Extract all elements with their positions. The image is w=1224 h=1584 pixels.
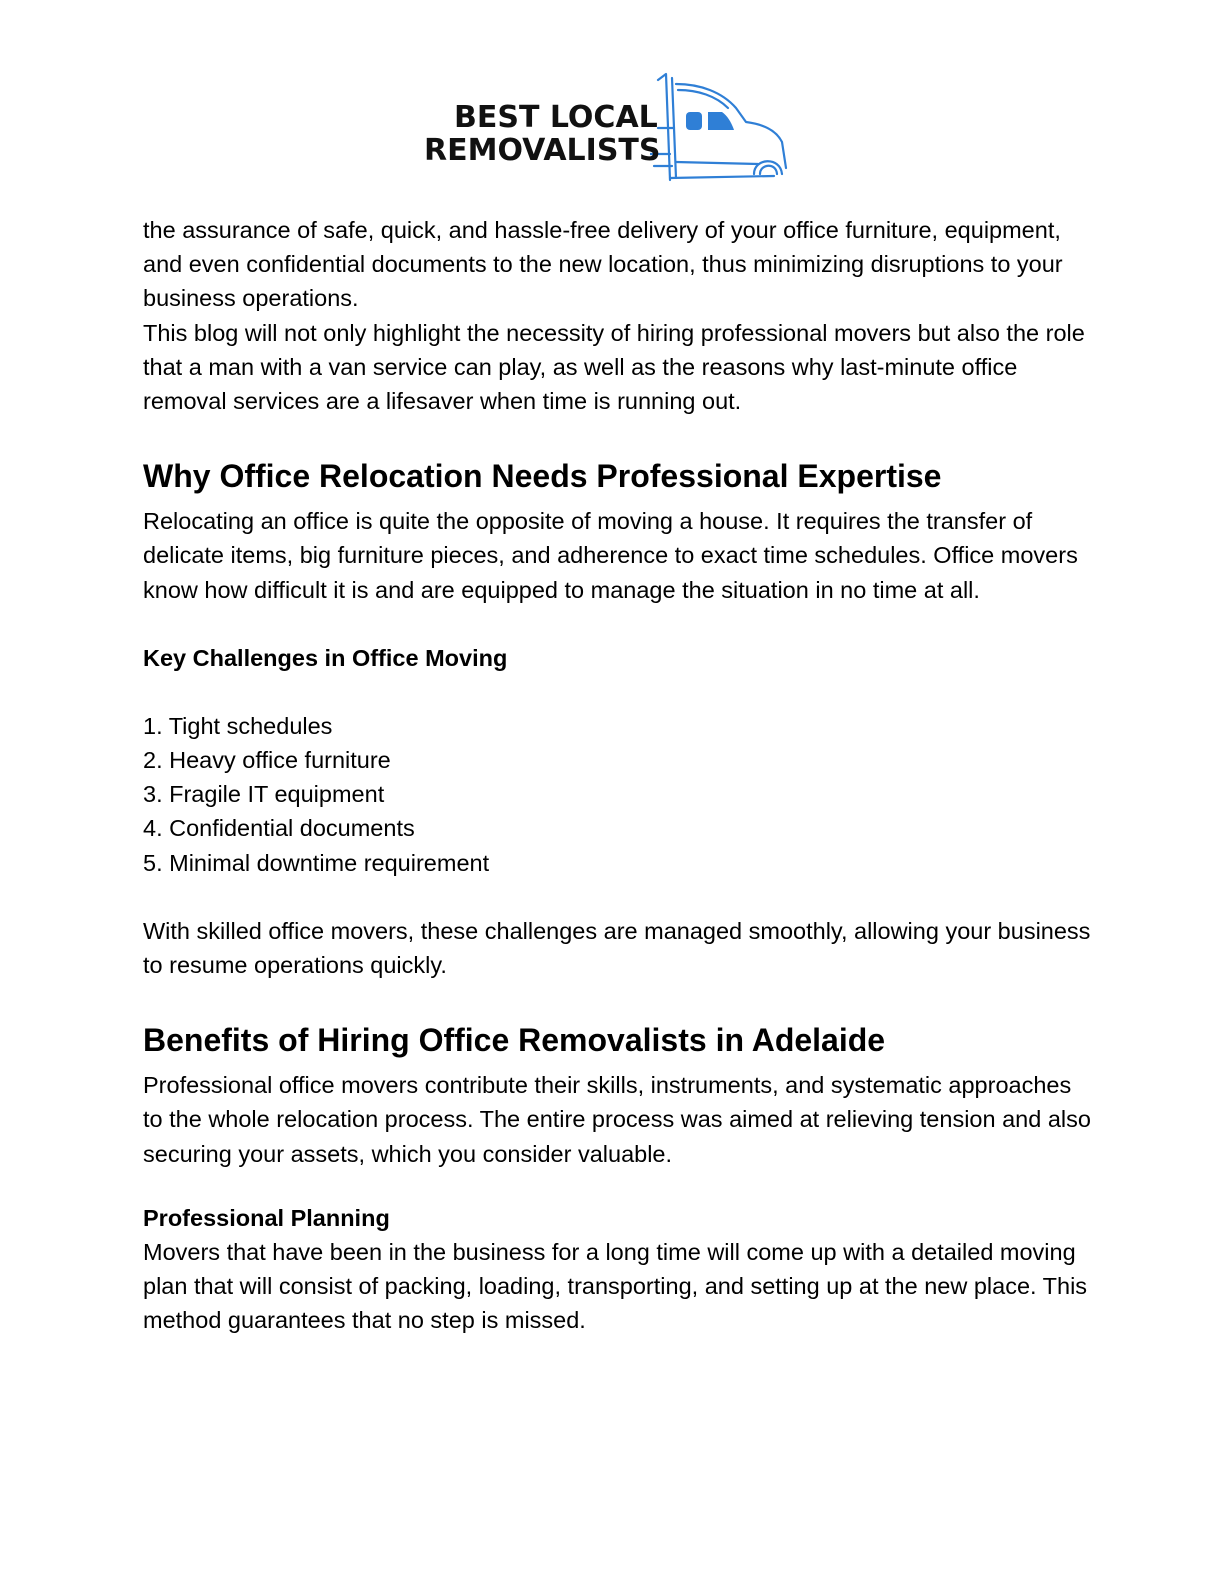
company-logo xyxy=(420,70,792,182)
truck-window-icon xyxy=(686,112,702,130)
list-item: 2. Heavy office furniture xyxy=(143,747,391,774)
section-2-body: Professional office movers contribute their skills, instruments, and systematic approaches to the whole relocation process. The entire process was aimed at relieving tension and also securing your assets, which you consider valuable. xyxy=(143,1072,1091,1167)
section-2-heading: Benefits of Hiring Office Removalists in Adelaide xyxy=(143,1022,886,1059)
professional-planning-heading: Professional Planning xyxy=(143,1204,390,1231)
document-body xyxy=(143,213,1093,1337)
truck-windshield-icon xyxy=(708,112,734,130)
truck-icon xyxy=(650,70,792,182)
section-1-closing: With skilled office movers, these challenges are managed smoothly, allowing your business to resume operations quickly. xyxy=(143,917,1091,979)
list-item: 3. Fragile IT equipment xyxy=(143,781,385,808)
challenges-list xyxy=(143,709,1093,880)
intro-paragraph-2: This blog will not only highlight the necessity of hiring professional movers but also the role that a man with a van service can play, as well as the reasons why last-minute office removal services are a lifesaver when time is running out. xyxy=(143,319,1085,415)
key-challenges-heading: Key Challenges in Office Moving xyxy=(143,644,508,671)
professional-planning-body: Movers that have been in the business for a long time will come up with a detailed moving plan that will consist of packing, loading, transporting, and setting up at the new place. This method guarantees that no step is missed. xyxy=(143,1238,1088,1334)
list-item: 4. Confidential documents xyxy=(143,815,415,842)
list-item: 1. Tight schedules xyxy=(143,712,333,739)
logo-line-1: BEST LOCAL xyxy=(454,100,658,135)
section-1-heading: Why Office Relocation Needs Professional Expertise xyxy=(143,458,942,495)
section-1-body: Relocating an office is quite the opposite of moving a house. It requires the transfer of delicate items, big furniture pieces, and adherence to exact time schedules. Office movers know how difficult it is and are equipped to manage the situation in no time at all. xyxy=(143,508,1078,603)
logo-line-2: REMOVALISTS xyxy=(424,133,661,168)
intro-paragraph-1: the assurance of safe, quick, and hassle-free delivery of your office furniture, equipment, and even confidential documents to the new location, thus minimizing disruptions to your business operations. xyxy=(143,217,1063,312)
list-item: 5. Minimal downtime requirement xyxy=(143,849,490,876)
